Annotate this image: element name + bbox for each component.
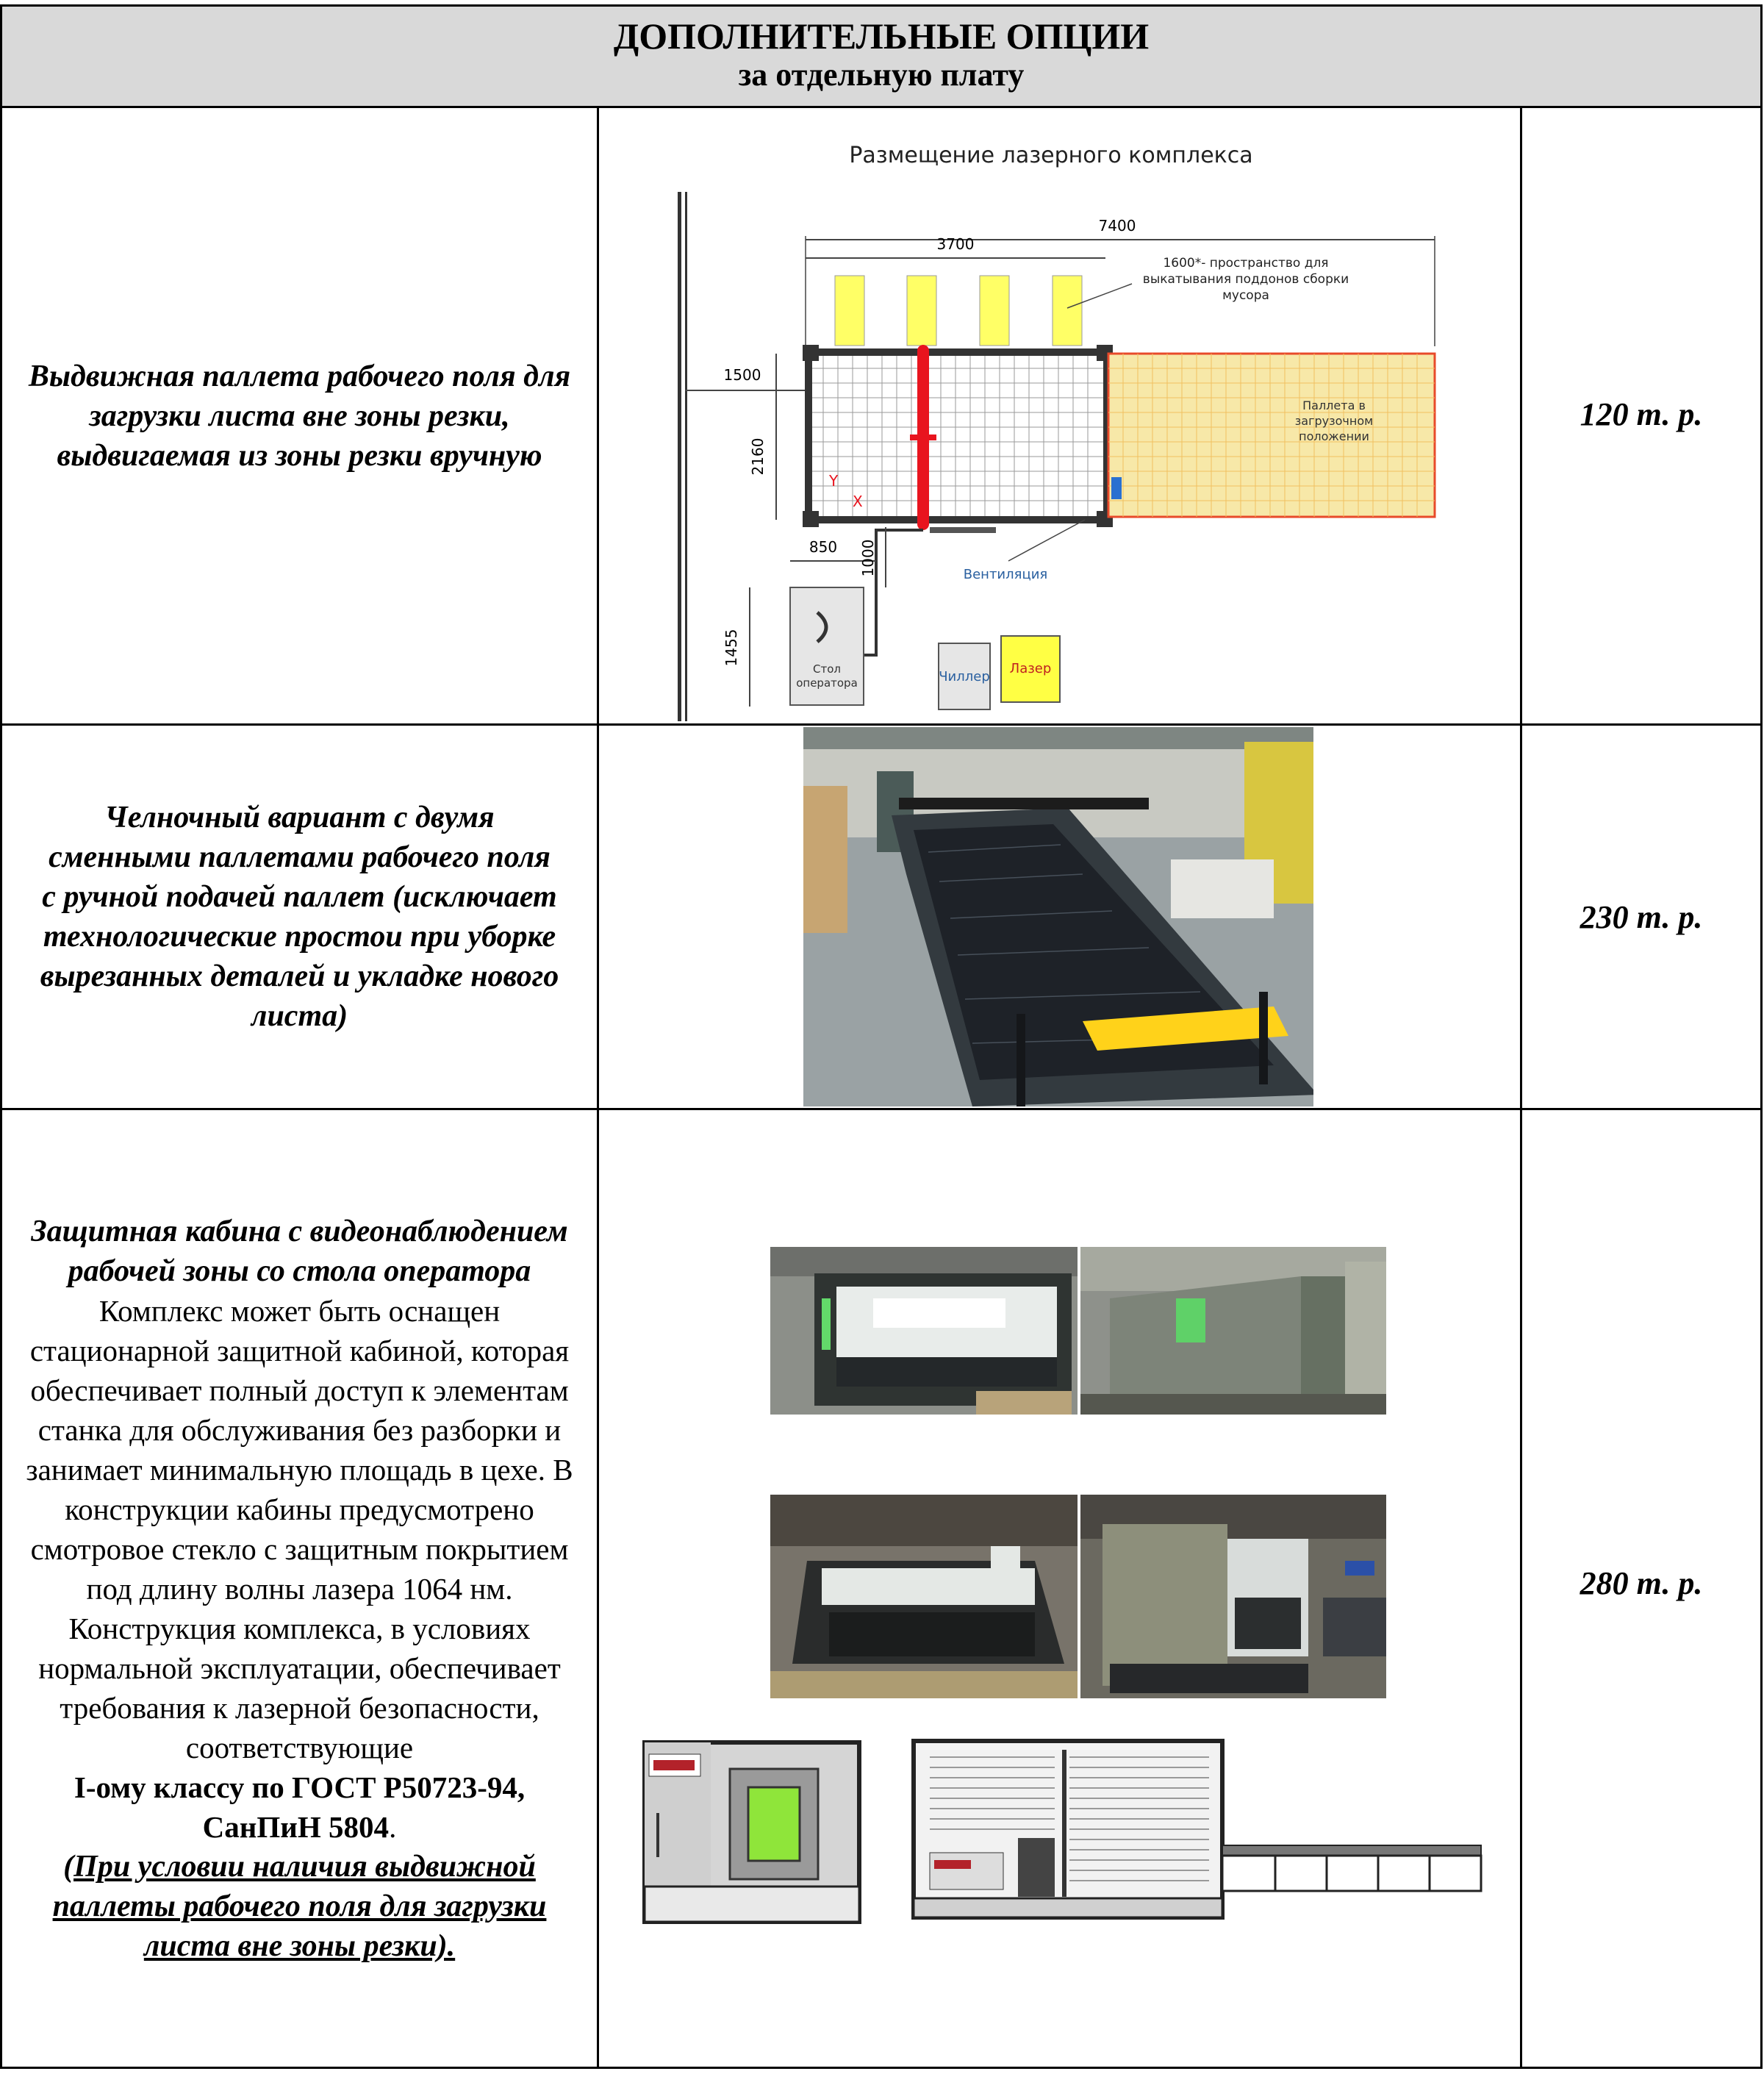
price-cell: [1522, 726, 1760, 1108]
dim-7400: 7400: [1098, 217, 1136, 235]
option-description: Выдвижная паллета рабочего поля для загрузки листа вне зоны резки, выдвигаемая из зоны резки вручную: [28, 359, 571, 473]
cabin-photo-3: [770, 1495, 1078, 1698]
dim-1500: 1500: [723, 366, 761, 384]
diagram-title: Размещение лазерного комплекса: [849, 143, 1253, 168]
cabin-drawing-front: [642, 1739, 862, 1925]
dim-2160: 2160: [749, 437, 767, 476]
options-table: [0, 4, 1763, 2069]
laser-label: Лазер: [1009, 661, 1052, 676]
header-title: ДОПОЛНИТЕЛЬНЫЕ ОПЦИИ: [613, 15, 1150, 57]
price-cell: [1522, 108, 1760, 723]
ventilation-label: Вентиляция: [963, 567, 1048, 582]
table-header: [2, 7, 1760, 108]
cabin-photo-1: [770, 1247, 1078, 1415]
cabin-title: Защитная кабина с видеонаблюдением рабочей зоны со стола оператора: [31, 1214, 568, 1288]
operator-table-label: Стол оператора: [796, 662, 858, 690]
option-price: 120 т. р.: [1580, 396, 1703, 432]
chiller-label: Чиллер: [939, 669, 990, 684]
header-subtitle: за отдельную плату: [738, 57, 1025, 93]
cabin-photo-2: [1080, 1247, 1386, 1415]
shuttle-pallet-photo: [803, 727, 1313, 1106]
table-row: [2, 726, 1760, 1110]
description-cell: [2, 1110, 599, 2067]
cabin-standard: I-ому классу по ГОСТ Р50723-94, СанПиН 5804: [74, 1770, 526, 1844]
dim-1455: 1455: [723, 629, 740, 667]
cabin-description: [2, 1212, 597, 1966]
description-cell: [2, 726, 599, 1108]
pallet-label: Паллета в загрузочном положении: [1294, 398, 1374, 443]
note-1600: 1600*- пространство для выкатывания поддонов сборки мусора: [1142, 256, 1349, 303]
cabin-body: Комплекс может быть оснащен стационарной защитной кабиной, которая обеспечивает полный доступ к элементам станка для обслуживания без разборки и занимает минимальную площадь в цехе. В конструкции кабины предусмотрено смотровое стекло с защитным покрытием под длину волны лазера 1064 нм. Конструкция комплекса, в условиях нормальной эксплуатации, обеспечивает требования к лазерной безопасности, соответствующие: [26, 1293, 573, 1764]
axis-y-label: Y: [829, 472, 839, 490]
option-price: 280 т. р.: [1580, 1565, 1703, 1601]
option-description: Челночный вариант с двумя сменными паллетами рабочего поля с ручной подачей паллет (исключает технологические простои при уборке вырезанных деталей и укладке нового листа): [40, 801, 559, 1033]
table-row: [2, 1110, 1760, 2067]
cabin-standard-line: [21, 1767, 578, 1847]
axis-x-label: X: [853, 493, 863, 510]
dim-1000: 1000: [859, 539, 877, 577]
image-cell: [599, 1110, 1522, 2067]
dim-3700: 3700: [936, 235, 975, 253]
cabin-note: (При условии наличия выдвижной паллеты рабочего поля для загрузки листа вне зоны резки).: [52, 1849, 547, 1963]
layout-diagram: [647, 111, 1477, 723]
option-price: 230 т. р.: [1580, 898, 1703, 935]
cabin-photo-4: [1080, 1495, 1386, 1698]
dim-850: 850: [808, 538, 838, 556]
table-row: [2, 108, 1760, 726]
image-cell: [599, 108, 1522, 723]
cabin-period: .: [389, 1809, 397, 1844]
cabin-drawing-side: [908, 1735, 1496, 1929]
image-cell: [599, 726, 1522, 1108]
price-cell: [1522, 1110, 1760, 2067]
description-cell: [2, 108, 599, 723]
